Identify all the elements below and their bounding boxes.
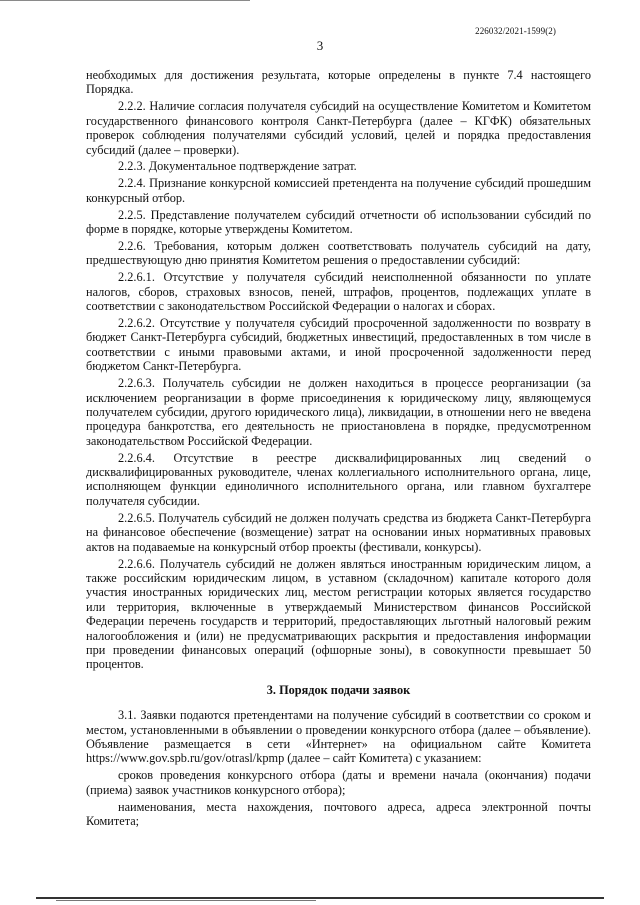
document-body (86, 68, 591, 828)
section-heading: 3. Порядок подачи заявок (266, 682, 411, 697)
paragraph-2-2-6-2: 2.2.6.2. Отсутствие у получателя субсидий просроченной задолженности по возврату в бюджет Санкт-Петербурга субсидий, бюджетных инвестиций, предоставленных в том числе в соответствии с иными правовыми актами, и иной просроченной задолженности перед бюджетом Санкт-Петербурга. (86, 316, 591, 374)
paragraph-2-2-6-1: 2.2.6.1. Отсутствие у получателя субсидий неисполненной обязанности по уплате налогов, сборов, страховых взносов, пеней, штрафов, процентов, подлежащих уплате в соответствии с законодательством Российской Федерации о налогах и сборах. (86, 270, 591, 314)
document-number: 226032/2021-1599(2) (475, 26, 556, 36)
paragraph-committee-address: наименования, места нахождения, почтового адреса, адреса электронной почты Комитета; (86, 799, 591, 828)
paragraph-deadlines: сроков проведения конкурсного отбора (даты и времени начала (окончания) подачи (приема) заявок участников конкурсного отбора); (86, 768, 591, 797)
paragraph-2-2-3: 2.2.3. Документальное подтверждение затрат. (118, 159, 357, 174)
paragraph-continuation: необходимых для достижения результата, которые определены в пункте 7.4 настоящего Порядка. (86, 68, 591, 97)
paragraph-2-2-2: 2.2.2. Наличие согласия получателя субсидий на осуществление Комитетом и Комитетом государственного финансового контроля Санкт-Петербурга (далее – КГФК) обязательных проверок соблюдения получателями субсидий условий, целей и порядка предоставления субсидий (далее – проверки). (86, 99, 591, 157)
scan-bottom-rule-secondary (56, 900, 316, 901)
paragraph-3-1: 3.1. Заявки подаются претендентами на получение субсидий в соответствии со сроком и местом, установленными в объявлении о проведении конкурсного отбора (далее – объявление). Объявление размещается в сети «Интернет» на официальном сайте Комитета https://www.gov.spb.ru/gov/otrasl/kpmp (далее – сайт Комитета) с указанием: (86, 708, 591, 766)
scan-bottom-rule (36, 897, 604, 899)
paragraph-2-2-6: 2.2.6. Требования, которым должен соответствовать получатель субсидий на дату, предшествующую дню принятия Комитетом решения о предоставлении субсидий: (86, 238, 591, 268)
page-number: 3 (316, 38, 324, 53)
paragraph-2-2-6-5: 2.2.6.5. Получатель субсидий не должен получать средства из бюджета Санкт-Петербурга на финансовое обеспечение (возмещение) затрат на основании иных нормативных правовых актов на подаваемые на конкурсный отбор проекты (фестивали, конкурсы). (86, 510, 591, 554)
scan-top-rule (0, 0, 250, 1)
paragraph-2-2-6-4: 2.2.6.4. Отсутствие в реестре дисквалифицированных лиц сведений о дисквалифицированных руководителе, членах коллегиального исполнительного органа, лице, исполняющем функции единоличного исполнительного органа, или главном бухгалтере получателя субсидии. (86, 450, 591, 508)
paragraph-2-2-6-6: 2.2.6.6. Получатель субсидий не должен являться иностранным юридическим лицом, а также российским юридическим лицом, в уставном (складочном) капитале которого доля участия иностранных юридических лиц, местом регистрации которых является государство или территория, включенные в утверждаемый Министерством финансов Российской Федерации перечень государств и территорий, предоставляющих льготный налоговый режим налогообложения и (или) не предусматривающих раскрытия и предоставления информации при проведении финансовых операций (офшорные зоны), в совокупности превышает 50 процентов. (86, 556, 591, 672)
paragraph-2-2-5: 2.2.5. Представление получателем субсидий отчетности об использовании субсидий по форме в порядке, которые утверждены Комитетом. (86, 207, 591, 237)
paragraph-2-2-6-3: 2.2.6.3. Получатель субсидии не должен находиться в процессе реорганизации (за исключением реорганизации в форме присоединения к юридическому лицу, являющемуся получателем субсидии, другого юридического лица), ликвидации, в отношении него не введена процедура банкротства, его деятельность не приостановлена в порядке, предусмотренном законодательством Российской Федерации. (86, 376, 591, 448)
paragraph-2-2-4: 2.2.4. Признание конкурсной комиссией претендента на получение субсидий прошедшим конкурсный отбор. (86, 176, 591, 205)
